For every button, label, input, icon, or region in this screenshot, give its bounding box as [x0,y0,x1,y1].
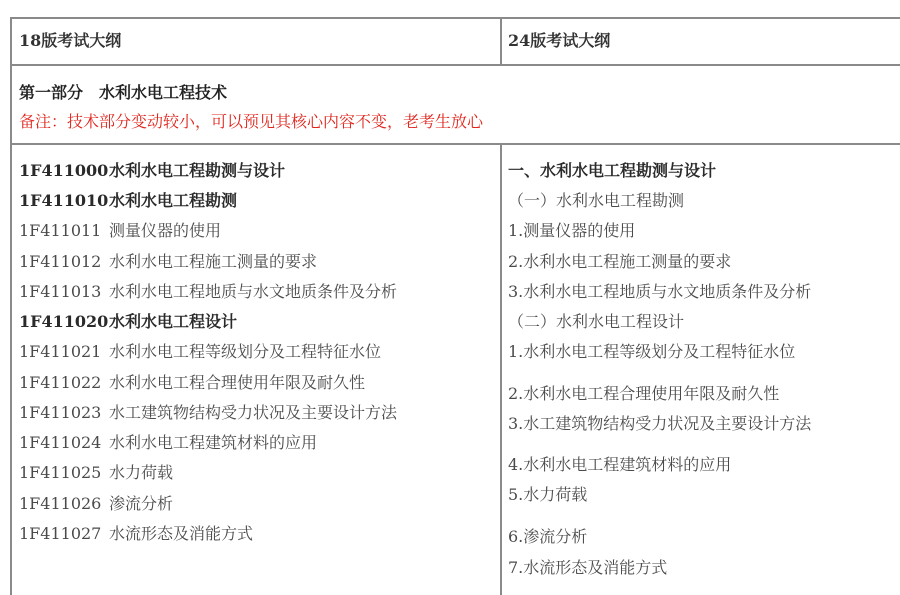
right-row: 2.水利水电工程合理使用年限及耐久性 [508,384,780,403]
left-row-code: 1F411024 [19,433,102,452]
left-row [19,339,381,362]
right-row: （二）水利水电工程设计 [508,312,685,331]
left-row [19,218,221,241]
left-row [19,521,253,544]
right-row: 6.渗流分析 [508,527,588,546]
border-left [10,17,12,595]
left-row [19,158,285,181]
right-row: 1.水利水电工程等级划分及工程特征水位 [508,342,796,361]
left-row-text: 水力荷载 [109,463,174,482]
left-row-text: 水利水电工程等级划分及工程特征水位 [109,342,382,361]
left-row [19,370,365,393]
left-row-text: 水利水电工程勘测与设计 [109,161,286,180]
left-row-code: 1F411021 [19,342,102,361]
left-row-text: 水利水电工程设计 [109,312,238,331]
left-row [19,249,317,272]
left-row-code: 1F411011 [19,221,102,240]
left-row [19,400,397,423]
left-row-code: 1F411013 [19,282,102,301]
right-row: 4.水利水电工程建筑材料的应用 [508,455,732,474]
header-left: 18版考试大纲 [19,31,122,50]
left-row-text: 水利水电工程建筑材料的应用 [109,433,318,452]
right-row: 3.水利水电工程地质与水文地质条件及分析 [508,282,812,301]
part-title: 第一部分 水利水电工程技术 [19,83,228,102]
left-row-text: 测量仪器的使用 [109,221,222,240]
left-row-code: 1F411010 [19,191,109,210]
left-row-code: 1F411023 [19,403,102,422]
left-row-code: 1F411027 [19,524,102,543]
left-row-text: 水流形态及消能方式 [109,524,254,543]
header-right: 24版考试大纲 [508,31,611,50]
left-row [19,279,397,302]
right-row: 3.水工建筑物结构受力状况及主要设计方法 [508,414,812,433]
right-row: 一、水利水电工程勘测与设计 [508,161,717,180]
left-row [19,460,173,483]
left-row-code: 1F411025 [19,463,102,482]
right-row: 7.水流形态及消能方式 [508,558,668,577]
part-note: 备注：技术部分变动较小，可以预见其核心内容不变，老考生放心 [19,112,484,131]
left-row-code: 1F411000 [19,161,109,180]
divider-body [500,143,502,595]
right-row: 5.水力荷载 [508,485,588,504]
left-row [19,491,173,514]
left-row [19,188,237,211]
left-row-text: 水工建筑物结构受力状况及主要设计方法 [109,403,398,422]
left-row-text: 水利水电工程施工测量的要求 [109,252,318,271]
border-part-bottom [10,143,900,145]
right-row: 2.水利水电工程施工测量的要求 [508,252,732,271]
left-row-code: 1F411026 [19,494,102,513]
left-row [19,309,237,332]
left-row [19,430,317,453]
left-row-text: 水利水电工程合理使用年限及耐久性 [109,373,366,392]
left-row-code: 1F411020 [19,312,109,331]
right-row: （一）水利水电工程勘测 [508,191,685,210]
left-row-text: 渗流分析 [109,494,174,513]
border-top [10,17,900,19]
left-row-text: 水利水电工程地质与水文地质条件及分析 [109,282,398,301]
right-row: 1.测量仪器的使用 [508,221,636,240]
left-row-code: 1F411022 [19,373,102,392]
left-row-code: 1F411012 [19,252,102,271]
left-row-text: 水利水电工程勘测 [109,191,238,210]
divider-header [500,17,502,66]
border-header-bottom [10,64,900,66]
